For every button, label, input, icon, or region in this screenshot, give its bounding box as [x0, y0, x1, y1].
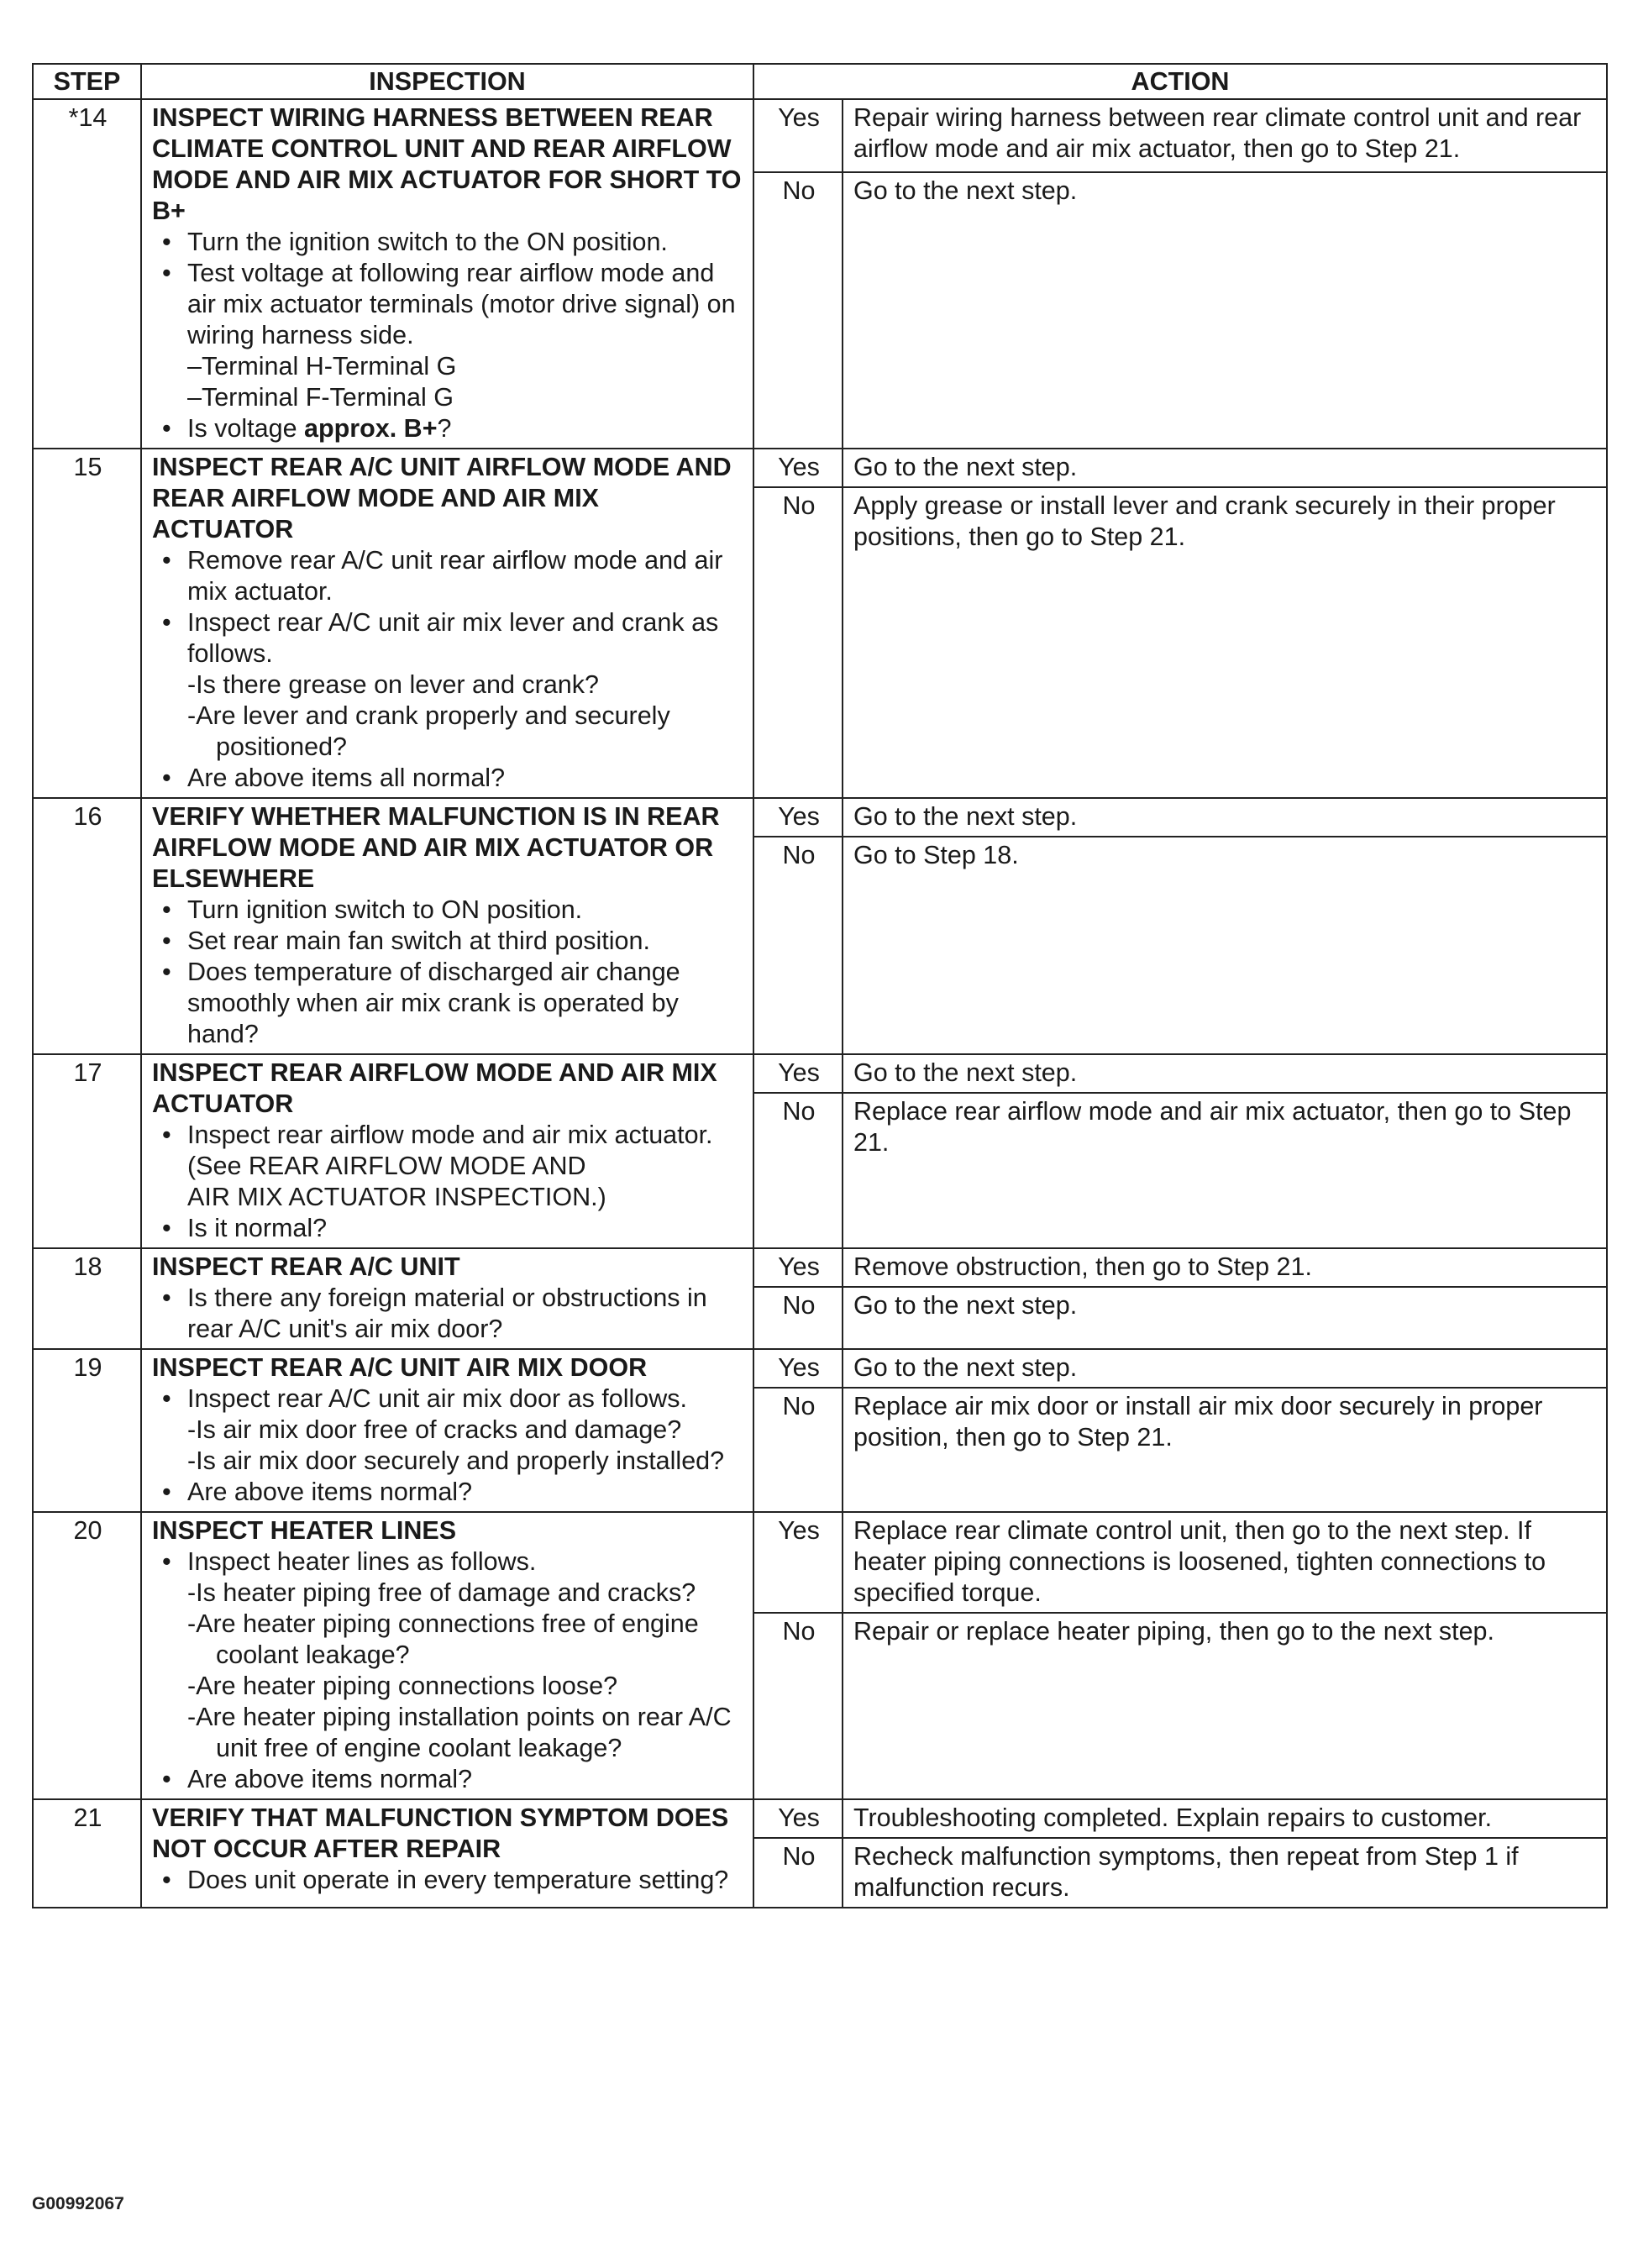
step-number: 15	[33, 449, 141, 798]
yes-action: Go to the next step.	[843, 1349, 1607, 1388]
inspection-cell	[141, 1799, 753, 1908]
inspection-item-text: Turn ignition switch to ON position.	[187, 895, 583, 924]
step-number: *14	[33, 99, 141, 449]
inspection-item-text: Is voltage	[187, 414, 305, 443]
inspection-subitem: -Are heater piping connections free of engine coolant leakage?	[187, 1609, 699, 1669]
inspection-list	[152, 1865, 744, 1896]
inspection-item-text: Does unit operate in every temperature setting?	[187, 1866, 729, 1894]
inspection-item	[152, 1764, 744, 1795]
no-action: Replace rear airflow mode and air mix actuator, then go to Step 21.	[843, 1093, 1607, 1248]
inspection-sublist	[187, 669, 744, 763]
inspection-item	[152, 1213, 744, 1244]
inspection-title: INSPECT HEATER LINES	[152, 1516, 457, 1545]
inspection-list	[152, 545, 744, 794]
step-row-3	[33, 798, 1607, 837]
inspection-subitem: –Terminal H-Terminal G	[187, 352, 457, 381]
yes-label: Yes	[753, 1512, 843, 1613]
inspection-item-emphasis: approx. B+	[304, 414, 438, 443]
step-row-7	[33, 1512, 1607, 1613]
inspection-title: INSPECT WIRING HARNESS BETWEEN REAR CLIMATE CONTROL UNIT AND REAR AIRFLOW MODE AND AIR MIX ACTUATOR FOR SHORT TO B+	[152, 103, 742, 225]
inspection-title: VERIFY THAT MALFUNCTION SYMPTOM DOES NOT OCCUR AFTER REPAIR	[152, 1803, 729, 1863]
inspection-sublist	[187, 1415, 744, 1477]
yes-label: Yes	[753, 798, 843, 837]
inspection-item	[152, 607, 744, 763]
no-action: Go to the next step.	[843, 172, 1607, 449]
inspection-title: INSPECT REAR A/C UNIT	[152, 1252, 460, 1281]
inspection-cell	[141, 449, 753, 798]
inspection-cell	[141, 1512, 753, 1799]
yes-action: Go to the next step.	[843, 1054, 1607, 1093]
step-row-5	[33, 1248, 1607, 1287]
inspection-note: (See REAR AIRFLOW MODE AND	[187, 1152, 586, 1180]
inspection-cell	[141, 99, 753, 449]
inspection-item	[152, 763, 744, 794]
yes-label: Yes	[753, 99, 843, 172]
inspection-item-text: Inspect rear A/C unit air mix door as follows.	[187, 1384, 687, 1413]
inspection-subitem: -Are lever and crank properly and securely positioned?	[187, 701, 670, 761]
inspection-subitem: -Is air mix door securely and properly installed?	[187, 1446, 725, 1475]
inspection-subitem: -Is air mix door free of cracks and damage?	[187, 1415, 682, 1444]
header-inspection: INSPECTION	[141, 64, 753, 99]
yes-label: Yes	[753, 1349, 843, 1388]
inspection-sublist	[187, 1578, 744, 1764]
yes-label: Yes	[753, 1054, 843, 1093]
inspection-item-text: Inspect rear airflow mode and air mix actuator.	[187, 1121, 713, 1149]
no-label: No	[753, 1287, 843, 1349]
no-label: No	[753, 1093, 843, 1248]
inspection-title: INSPECT REAR AIRFLOW MODE AND AIR MIX ACTUATOR	[152, 1058, 717, 1118]
inspection-cell	[141, 1349, 753, 1512]
inspection-item-text: Is there any foreign material or obstructions in rear A/C unit's air mix door?	[187, 1284, 707, 1343]
no-action: Replace air mix door or install air mix door securely in proper position, then go to Step 21.	[843, 1388, 1607, 1512]
yes-action: Repair wiring harness between rear climate control unit and rear airflow mode and air mix actuator, then go to Step 21.	[843, 99, 1607, 172]
inspection-item-text: Are above items normal?	[187, 1478, 473, 1506]
inspection-list	[152, 1120, 744, 1244]
step-row-4	[33, 1054, 1607, 1093]
header-step: STEP	[33, 64, 141, 99]
inspection-title: VERIFY WHETHER MALFUNCTION IS IN REAR AIRFLOW MODE AND AIR MIX ACTUATOR OR ELSEWHERE	[152, 802, 720, 893]
yes-label: Yes	[753, 449, 843, 487]
step-row-1	[33, 99, 1607, 172]
inspection-item	[152, 545, 744, 607]
inspection-item-text: Inspect rear A/C unit air mix lever and crank as follows.	[187, 608, 719, 668]
no-action: Go to Step 18.	[843, 837, 1607, 1054]
yes-label: Yes	[753, 1799, 843, 1838]
diagnostic-table	[32, 63, 1608, 1908]
inspection-item	[152, 895, 744, 926]
step-number: 18	[33, 1248, 141, 1349]
table-header-row	[33, 64, 1607, 99]
no-action: Recheck malfunction symptoms, then repeat from Step 1 if malfunction recurs.	[843, 1838, 1607, 1908]
inspection-title: INSPECT REAR A/C UNIT AIR MIX DOOR	[152, 1353, 648, 1382]
inspection-subitem: –Terminal F-Terminal G	[187, 383, 454, 412]
yes-action: Go to the next step.	[843, 798, 1607, 837]
inspection-cell	[141, 798, 753, 1054]
inspection-note: AIR MIX ACTUATOR INSPECTION.)	[187, 1183, 606, 1211]
inspection-subitem: -Is there grease on lever and crank?	[187, 670, 599, 699]
no-label: No	[753, 1613, 843, 1799]
inspection-item-text: Inspect heater lines as follows.	[187, 1547, 537, 1576]
no-label: No	[753, 487, 843, 798]
inspection-item-text: Turn the ignition switch to the ON position.	[187, 228, 668, 256]
inspection-list	[152, 227, 744, 444]
inspection-list	[152, 1383, 744, 1508]
inspection-item	[152, 1120, 744, 1213]
inspection-item-text: Remove rear A/C unit rear airflow mode and air mix actuator.	[187, 546, 723, 606]
inspection-list	[152, 895, 744, 1050]
no-label: No	[753, 172, 843, 449]
table-body	[33, 99, 1607, 1908]
inspection-item	[152, 1865, 744, 1896]
no-label: No	[753, 837, 843, 1054]
inspection-list	[152, 1283, 744, 1345]
inspection-item	[152, 1383, 744, 1477]
inspection-item	[152, 227, 744, 258]
yes-action: Remove obstruction, then go to Step 21.	[843, 1248, 1607, 1287]
step-number: 21	[33, 1799, 141, 1908]
inspection-item	[152, 957, 744, 1050]
inspection-sublist	[187, 351, 744, 413]
header-action: ACTION	[753, 64, 1607, 99]
no-label: No	[753, 1838, 843, 1908]
inspection-cell	[141, 1054, 753, 1248]
no-action: Go to the next step.	[843, 1287, 1607, 1349]
yes-action: Go to the next step.	[843, 449, 1607, 487]
inspection-cell	[141, 1248, 753, 1349]
inspection-item-suffix: ?	[437, 414, 452, 443]
inspection-item-text: Are above items all normal?	[187, 764, 506, 792]
step-number: 16	[33, 798, 141, 1054]
step-number: 20	[33, 1512, 141, 1799]
yes-action: Replace rear climate control unit, then go to the next step. If heater piping connections is loosened, tighten connections to specified torque.	[843, 1512, 1607, 1613]
no-action: Apply grease or install lever and crank securely in their proper positions, then go to Step 21.	[843, 487, 1607, 798]
inspection-item-text: Test voltage at following rear airflow mode and air mix actuator terminals (motor drive signal) on wiring harness side.	[187, 259, 736, 349]
step-number: 17	[33, 1054, 141, 1248]
inspection-item	[152, 926, 744, 957]
inspection-item-text: Set rear main fan switch at third position.	[187, 927, 650, 955]
step-number: 19	[33, 1349, 141, 1512]
inspection-item	[152, 413, 744, 444]
inspection-item-text: Are above items normal?	[187, 1765, 473, 1793]
step-row-2	[33, 449, 1607, 487]
inspection-item	[152, 1283, 744, 1345]
yes-action: Troubleshooting completed. Explain repairs to customer.	[843, 1799, 1607, 1838]
inspection-item-text: Does temperature of discharged air change smoothly when air mix crank is operated by hand?	[187, 958, 680, 1048]
inspection-subitem: -Are heater piping installation points on rear A/C unit free of engine coolant leakage?	[187, 1703, 732, 1762]
inspection-list	[152, 1546, 744, 1795]
inspection-item	[152, 1546, 744, 1764]
figure-id: G00992067	[32, 2194, 124, 2213]
inspection-subitem: -Is heater piping free of damage and cracks?	[187, 1578, 696, 1607]
no-action: Repair or replace heater piping, then go to the next step.	[843, 1613, 1607, 1799]
step-row-8	[33, 1799, 1607, 1838]
yes-label: Yes	[753, 1248, 843, 1287]
inspection-item	[152, 1477, 744, 1508]
inspection-item	[152, 258, 744, 413]
step-row-6	[33, 1349, 1607, 1388]
inspection-title: INSPECT REAR A/C UNIT AIRFLOW MODE AND REAR AIRFLOW MODE AND AIR MIX ACTUATOR	[152, 453, 732, 543]
inspection-item-text: Is it normal?	[187, 1214, 328, 1242]
no-label: No	[753, 1388, 843, 1512]
inspection-subitem: -Are heater piping connections loose?	[187, 1672, 618, 1700]
